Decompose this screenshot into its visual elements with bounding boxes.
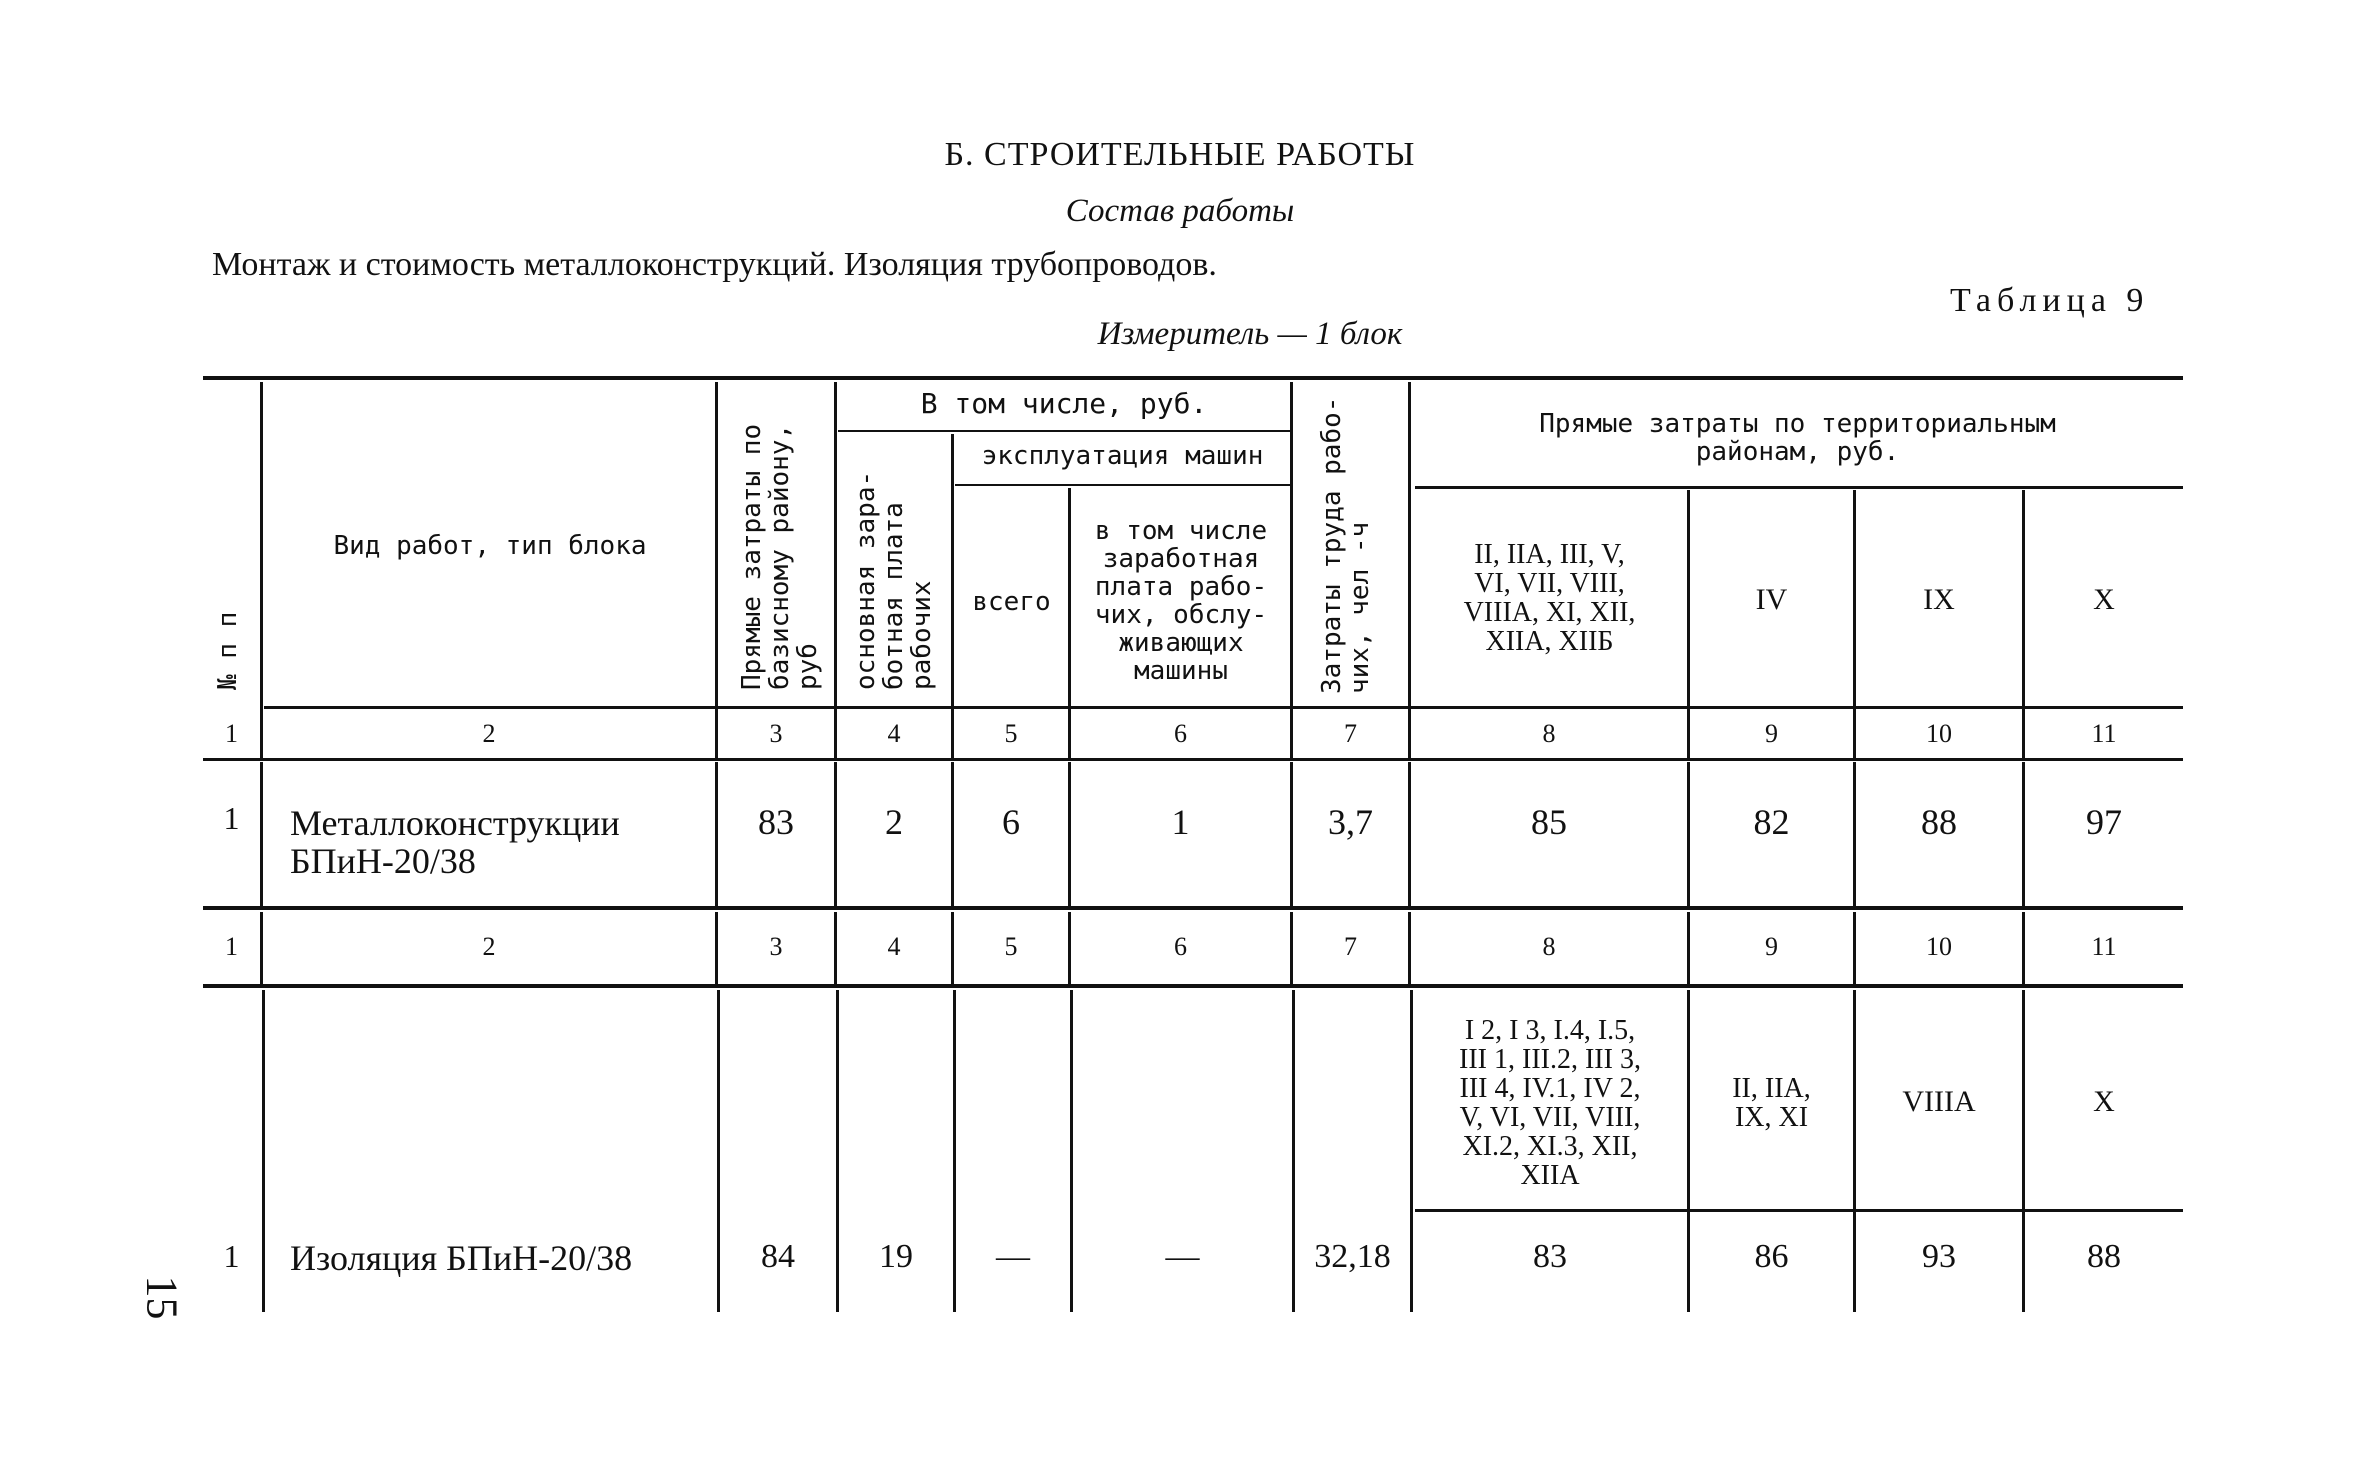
- measure-unit: Измеритель — 1 блок: [1097, 316, 1403, 352]
- header-direct-costs-base: Прямые затраты по базисному району, руб: [737, 423, 823, 690]
- header-row-number: № п п: [213, 611, 243, 690]
- header-labor-costs: Затраты труда рабо- чих, чел -ч: [1317, 396, 1375, 694]
- table-label: Таблица 9: [1950, 282, 2150, 319]
- header-regions-list: II, IIA, III, V, VI, VII, VIII, VIIIA, XI, XII, XIIA, XIIБ: [1463, 539, 1636, 657]
- work-description: Монтаж и стоимость металлоконструкций. Изоляция трубопроводов.: [212, 246, 1217, 283]
- header-region-ix: IX: [1923, 583, 1955, 616]
- header-machine-operation: эксплуатация машин: [981, 441, 1264, 471]
- regions-list-2: I 2, I 3, I.4, I.5, III 1, III.2, III 3, III 4, IV.1, IV 2, V, VI, VII, VIII, XI.2, XI.3, XII, XIIA: [1459, 1015, 1641, 1191]
- header-region-iv: IV: [1755, 583, 1788, 616]
- header-regions-group: Прямые затраты по территориальным районам, руб.: [1539, 409, 2056, 467]
- header-incl-wages: в том числе заработная плата рабо- чих, обслу- живающих машины: [1094, 516, 1268, 686]
- header-work-type: Вид работ, тип блока: [333, 531, 647, 561]
- section-heading: Б. СТРОИТЕЛЬНЫЕ РАБОТЫ: [944, 136, 1416, 173]
- regions-list-2-col10: VIIIA: [1902, 1085, 1976, 1118]
- row2-work-name: Изоляция БПиН-20/38: [290, 1238, 633, 1278]
- row1-work-name: Металлоконструкции БПиН-20/38: [290, 803, 620, 881]
- header-total: всего: [972, 587, 1051, 617]
- header-base-wages: основная зара- ботная плата рабочих: [851, 470, 937, 690]
- section-subheading: Состав работы: [1065, 193, 1295, 229]
- regions-list-2-col9: II, IIA, IX, XI: [1732, 1073, 1811, 1133]
- page-number: 15: [137, 1275, 187, 1320]
- header-incl-group: В том числе, руб.: [920, 387, 1208, 420]
- regions-list-2-col11: X: [2093, 1085, 2115, 1118]
- header-region-x: X: [2093, 583, 2115, 616]
